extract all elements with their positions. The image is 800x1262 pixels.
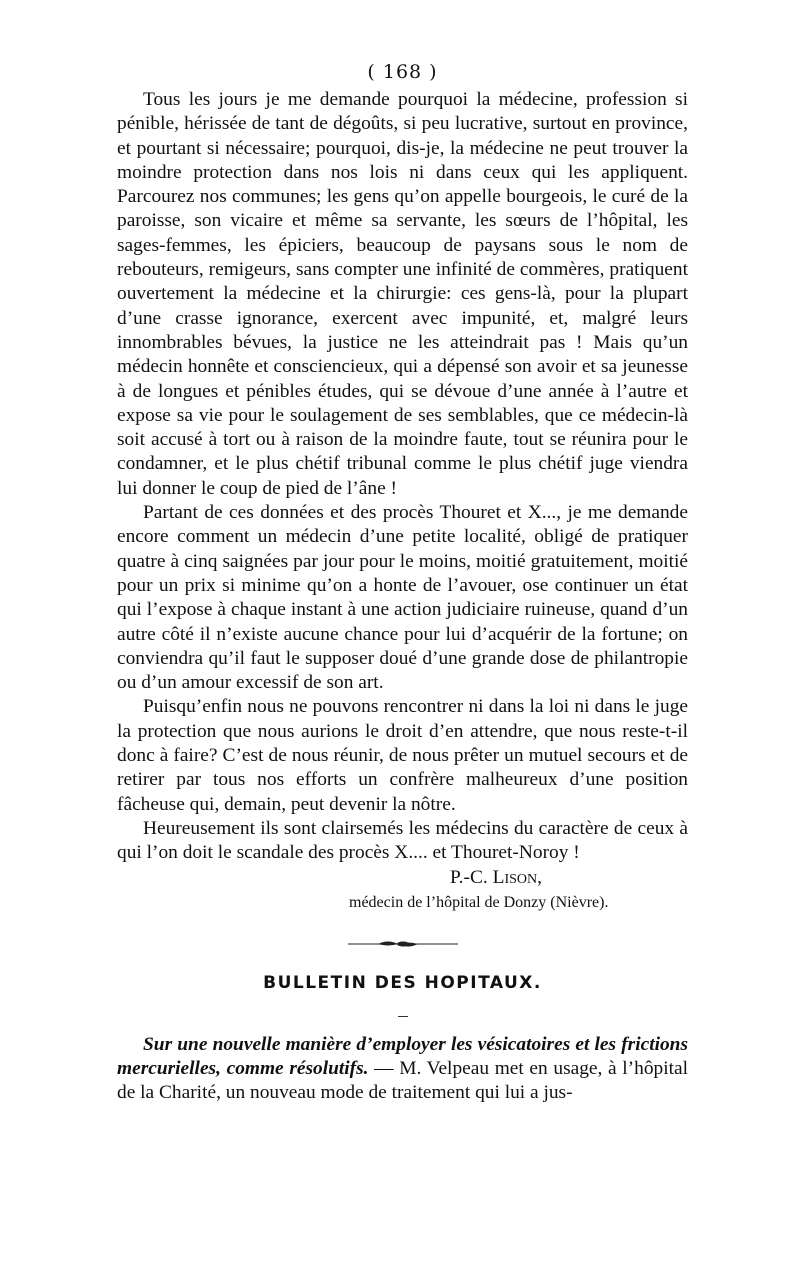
paragraph-3: Puisqu’enfin nous ne pouvons rencontrer ni dans la loi ni dans le juge la protection que nous aurions le droit d’en attendre, que nous reste-t-il donc à faire? C’est de nous réunir, de nous prêter un mutuel secours et de retirer par tous nos efforts un confrère malheureux d’une position fâcheuse qui, demain, peut devenir la nôtre. — [117, 696, 688, 815]
paragraph-1: Tous les jours je me demande pourquoi la médecine, profession si pénible, hérissée de tant de dégoûts, si peu lucrative, surtout en province, et pourtant si nécessaire; pourquoi, dis-je, la médecine ne peut trouver la moindre protection dans nos lois ni dans ceux qui les appliquent. Parcourez nos communes; les gens qu’on appelle bourgeois, le curé de la paroisse, son vicaire et même sa servante, les sœurs de l’hôpital, les sages-femmes, les épiciers, beaucoup de paysans sous le nom de rebouteurs, remigeurs, sans compter une infinité de commères, pratiquent ouvertement la médecine et la chirurgie: ces gens-là, pour la plupart d’une crasse ignorance, exercent avec impunité, et, malgré leurs innombrables bévues, la justice ne les atteindrait pas ! Mais qu’un médecin honnête et consciencieux, qui a dépensé son avoir et sa jeunesse à de longues et pénibles études, qui se dévoue d’une année à l’autre et expose sa vie pour le soulagement de ses semblables, que ce médecin-là soit accusé à tort ou à raison de la moindre faute, tout se réunira pour le condamner, et le plus chétif tribunal comme le plus chétif juge viendra lui donner le coup de pied de l’âne ! — [117, 89, 688, 499]
page-content — [117, 58, 688, 1106]
paragraph-2: Partant de ces données et des procès Thouret et X..., je me demande encore comment un médecin d’une petite localité, obligé de pratiquer quatre à cinq saignées par jour pour le moins, moitié gratuitement, moitié pour un prix si minime qu’on a honte de l’avouer, ose continuer un état qui l’expose à chaque instant à une action judiciaire ruineuse, quand d’un autre côté il n’existe aucune chance pour lui d’acquérir de la fortune; on conviendra qu’il faut le supposer doué d’une grande dose de philantropie ou d’un amour excessif de son art. — [117, 502, 688, 694]
signature-initials: P.-C. — [450, 866, 488, 888]
divider-ornament-icon — [348, 938, 458, 950]
signature-title: médecin de l’hôpital de Donzy (Nièvre). — [349, 893, 609, 911]
signature-name: P.-C. Lison, — [450, 866, 542, 888]
heading-dash — [398, 1016, 408, 1017]
paragraph-4: Heureusement ils sont clairsemés les médecins du caractère de ceux à qui l’on doit le scandale des procès X.... et Thouret-Noroy ! — [117, 817, 688, 864]
ornamental-divider — [117, 934, 688, 954]
article-lead: Sur une nouvelle manière d’employer les vésicatoires et les frictions mercurielles, comme résolutifs. — [117, 1033, 688, 1080]
article-body: — M. Velpeau met en usage, à l’hôpital de la Charité, un nouveau mode de traitement qui lui a jus- — [117, 1058, 688, 1104]
section-heading: BULLETIN DES HOPITAUX. — [263, 972, 542, 993]
page-number: ( 168 ) — [367, 61, 438, 83]
article-paragraph — [117, 1033, 688, 1106]
signature-surname: Lison — [492, 866, 538, 888]
